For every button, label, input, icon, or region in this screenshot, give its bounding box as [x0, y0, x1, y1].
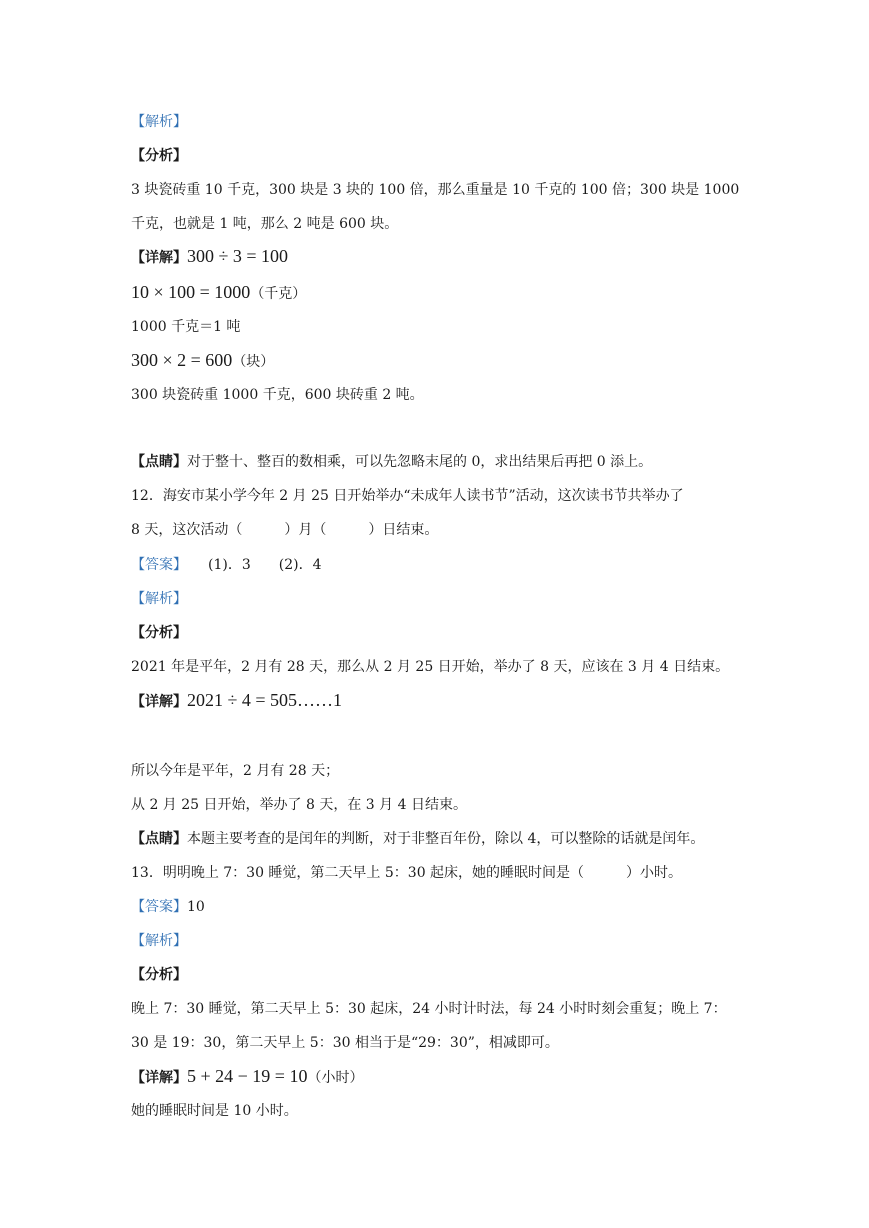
fenxi-heading: 【分析】: [131, 967, 187, 983]
xiangjie-heading: 【详解】: [131, 250, 187, 266]
answer-text: 10: [187, 899, 205, 915]
analysis-text: 2021 年是平年，2 月有 28 天，那么从 2 月 25 日开始，举办了 8 天，应该在 3 月 4 日结束。: [131, 659, 730, 675]
xiangjie-line: [131, 246, 288, 268]
conclusion-text: 她的睡眠时间是 10 小时。: [131, 1103, 298, 1119]
equation-line: [131, 350, 274, 372]
analysis-text: 千克，也就是 1 吨，那么 2 吨是 600 块。: [131, 216, 399, 232]
xiangjie-heading: 【详解】: [131, 1070, 187, 1086]
answer-heading: 【答案】: [131, 899, 187, 915]
equation: 10 × 100 = 1000: [131, 282, 251, 302]
dianjing-heading: 【点睛】: [131, 454, 187, 470]
fenxi-heading: 【分析】: [131, 625, 187, 641]
jiexi-heading: 【解析】: [131, 591, 187, 607]
unit-label: （小时）: [307, 1070, 364, 1086]
analysis-text: 30 是 19：30，第二天早上 5：30 相当于是“29：30”，相减即可。: [131, 1035, 559, 1051]
dianjing-heading: 【点睛】: [131, 831, 187, 847]
conversion-text: 1000 千克＝1 吨: [131, 319, 241, 335]
unit-label: （块）: [232, 354, 275, 370]
question-text: 8 天，这次活动（ ）月（ ）日结束。: [131, 522, 439, 538]
answer-heading: 【答案】: [131, 557, 180, 573]
answer-text: (1)．3 (2)．4: [180, 557, 322, 573]
xiangjie-line: [131, 690, 342, 712]
equation-line: [131, 282, 306, 304]
jiexi-heading: 【解析】: [131, 114, 187, 130]
equation: 300 × 2 = 600: [131, 350, 233, 370]
equation: 2021 ÷ 4 = 505……1: [187, 690, 343, 710]
question-text: 12．海安市某小学今年 2 月 25 日开始举办“未成年人读书节”活动，这次读书节共举办了: [131, 488, 684, 504]
answer-line: [131, 555, 321, 575]
conclusion-text: 300 块瓷砖重 1000 千克，600 块砖重 2 吨。: [131, 387, 424, 403]
dianjing-line: [131, 452, 652, 472]
analysis-text: 3 块瓷砖重 10 千克，300 块是 3 块的 100 倍，那么重量是 10 千克的 100 倍；300 块是 1000: [131, 182, 740, 198]
unit-label: （千克）: [250, 286, 307, 302]
dianjing-text: 对于整十、整百的数相乘，可以先忽略末尾的 0，求出结果后再把 0 添上。: [187, 454, 653, 470]
answer-line: [131, 897, 205, 917]
equation: 5 + 24 − 19 = 10: [187, 1066, 308, 1086]
fenxi-heading: 【分析】: [131, 148, 187, 164]
dianjing-text: 本题主要考查的是闰年的判断，对于非整百年份，除以 4，可以整除的话就是闰年。: [187, 831, 705, 847]
xiangjie-line: [131, 1066, 363, 1088]
xiangjie-heading: 【详解】: [131, 694, 187, 710]
equation: 300 ÷ 3 = 100: [187, 246, 289, 266]
dianjing-line: [131, 829, 704, 849]
jiexi-heading: 【解析】: [131, 933, 187, 949]
analysis-text: 晚上 7：30 睡觉，第二天早上 5：30 起床，24 小时计时法，每 24 小时时刻会重复；晚上 7：: [131, 1001, 727, 1017]
question-text: 13．明明晚上 7：30 睡觉，第二天早上 5：30 起床，她的睡眠时间是（ ）小时。: [131, 865, 683, 881]
detail-text: 从 2 月 25 日开始，举办了 8 天，在 3 月 4 日结束。: [131, 797, 467, 813]
detail-text: 所以今年是平年，2 月有 28 天；: [131, 763, 340, 779]
